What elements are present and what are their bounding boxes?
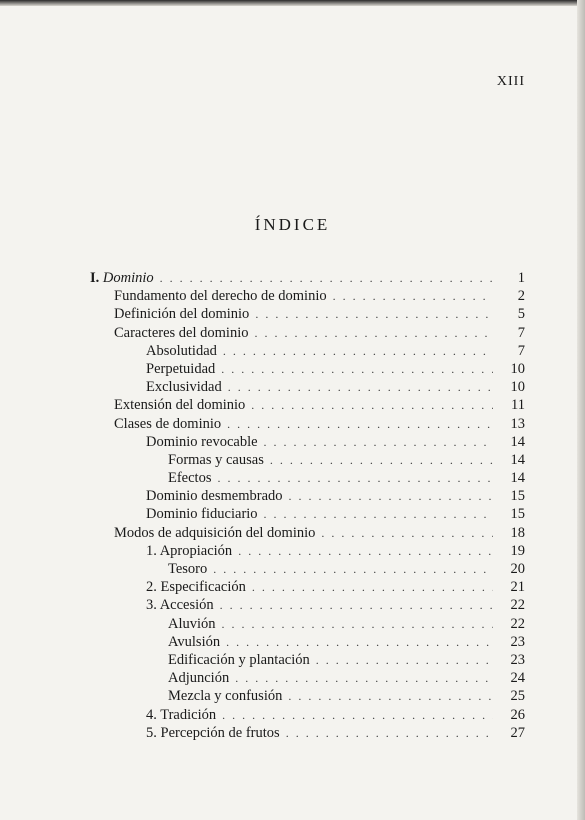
dot-leader — [217, 471, 493, 486]
dot-leader — [220, 598, 493, 613]
toc-entry-text: Adjunción — [168, 670, 230, 687]
toc-entry — [90, 325, 525, 343]
dot-leader — [252, 580, 493, 595]
toc-entry-label — [114, 288, 327, 305]
dot-leader — [222, 617, 493, 632]
dot-leader — [226, 635, 493, 650]
toc-entry — [90, 343, 525, 361]
toc-entry-text: Mezcla y confusión — [168, 688, 283, 705]
toc-entry-label — [114, 325, 248, 342]
toc-entry-text: Dominio revocable — [146, 433, 258, 450]
toc-entry-text: 3. Accesión — [146, 597, 214, 614]
toc-entry-label — [168, 670, 229, 687]
toc-entry-text: Clases de dominio — [114, 415, 222, 432]
toc-entry — [90, 688, 525, 706]
toc-entry-text: Definición del dominio — [114, 306, 250, 323]
toc-entry-text: 4. Tradición — [146, 706, 217, 723]
toc-entry — [90, 707, 525, 725]
toc-entry-page: 15 — [510, 506, 525, 523]
toc-entry-page: 21 — [510, 579, 525, 596]
toc-entry-page: 20 — [510, 561, 525, 577]
toc-entry-label — [168, 688, 282, 705]
toc-entry-label — [146, 488, 283, 505]
toc-entry-label — [168, 452, 264, 469]
toc-entry-label — [168, 616, 216, 633]
toc-entry-text: Dominio — [102, 270, 154, 286]
dot-leader — [160, 271, 493, 286]
toc-entry-text: 2. Especificación — [146, 579, 246, 596]
toc-entry-label — [168, 634, 220, 651]
toc-entry-label — [146, 597, 214, 614]
dot-leader — [254, 326, 493, 341]
toc-entry — [90, 579, 525, 597]
toc-entry-text: Modos de adquisición del dominio — [114, 524, 316, 541]
toc-entry-label — [146, 707, 216, 724]
toc-entry-label — [114, 397, 245, 414]
toc-entry — [90, 506, 525, 524]
toc-entry-page: 22 — [510, 615, 525, 632]
toc-entry-text: Extensión del dominio — [114, 397, 246, 414]
toc-entry-label — [114, 525, 315, 542]
toc-entry-text: Dominio fiduciario — [146, 506, 258, 523]
toc-entry — [90, 470, 525, 488]
dot-leader — [223, 344, 493, 359]
toc-entry — [90, 416, 525, 434]
toc-entry — [90, 379, 525, 397]
toc-entry-page: 11 — [511, 397, 525, 414]
toc-entry-page: 23 — [510, 651, 525, 668]
dot-leader — [288, 689, 493, 704]
toc-entry-page: 1 — [517, 270, 525, 286]
toc-entry-label — [146, 343, 217, 360]
toc-entry-page: 14 — [510, 433, 525, 450]
dot-leader — [264, 435, 493, 450]
toc-entry-page: 14 — [510, 451, 525, 468]
toc-entry — [90, 616, 525, 634]
toc-entry-text: Caracteres del dominio — [114, 324, 249, 341]
toc-entry — [90, 543, 525, 561]
toc-entry-text: Formas y causas — [168, 451, 264, 468]
toc-entry-text: Absolutidad — [146, 342, 217, 359]
toc-entry — [90, 670, 525, 688]
toc-entry-label — [114, 416, 221, 433]
toc-entry-text: Exclusividad — [146, 379, 222, 396]
toc-entry-text: Tesoro — [168, 561, 208, 577]
toc-entry-page: 7 — [517, 342, 525, 359]
toc-entry — [90, 434, 525, 452]
toc-entry-label — [146, 579, 246, 596]
toc-entry-page: 26 — [510, 706, 525, 723]
toc-entry — [90, 652, 525, 670]
dot-leader — [286, 726, 493, 741]
dot-leader — [228, 380, 493, 395]
toc-entry-label — [146, 379, 222, 396]
toc-entry-text: Aluvión — [168, 615, 216, 632]
table-of-contents — [90, 270, 525, 743]
toc-entry-page: 15 — [510, 488, 525, 505]
page-edge-top — [0, 0, 585, 6]
dot-leader — [264, 507, 493, 522]
toc-entry-page: 2 — [517, 288, 525, 305]
toc-entry — [90, 270, 525, 288]
toc-entry-label — [146, 434, 258, 451]
dot-leader — [235, 671, 493, 686]
toc-entry-label — [168, 652, 310, 669]
toc-entry-page: 23 — [510, 633, 525, 650]
dot-leader — [333, 289, 493, 304]
toc-entry-text: 1. Apropiación — [146, 542, 233, 559]
toc-entry — [90, 306, 525, 324]
dot-leader — [238, 544, 493, 559]
toc-entry-label — [90, 270, 154, 287]
toc-entry-text: Avulsión — [168, 633, 221, 650]
toc-entry-page: 18 — [510, 524, 525, 541]
toc-entry-text: Perpetuidad — [146, 360, 216, 377]
dot-leader — [251, 398, 493, 413]
toc-entry-text: Efectos — [168, 470, 212, 487]
toc-entry-number: I. — [90, 270, 100, 286]
toc-entry — [90, 634, 525, 652]
toc-entry — [90, 361, 525, 379]
toc-entry-page: 19 — [510, 542, 525, 559]
toc-entry-text: Dominio desmembrado — [146, 488, 283, 505]
toc-entry-page: 10 — [510, 360, 525, 377]
toc-entry-page: 27 — [510, 724, 525, 741]
dot-leader — [289, 489, 493, 504]
dot-leader — [227, 417, 493, 432]
toc-entry — [90, 288, 525, 306]
toc-entry-label — [168, 561, 207, 578]
dot-leader — [213, 562, 493, 577]
toc-entry-label — [146, 506, 258, 523]
toc-entry — [90, 525, 525, 543]
dot-leader — [321, 526, 493, 541]
page-number: XIII — [496, 74, 525, 89]
toc-entry — [90, 725, 525, 743]
dot-leader — [316, 653, 493, 668]
toc-entry-page: 22 — [510, 597, 525, 614]
page-edge-right — [577, 0, 585, 820]
toc-entry — [90, 488, 525, 506]
toc-entry-text: Fundamento del derecho de dominio — [114, 288, 327, 305]
toc-entry-label — [114, 306, 249, 323]
toc-entry-page: 24 — [510, 670, 525, 687]
dot-leader — [270, 453, 493, 468]
toc-entry-label — [146, 543, 232, 560]
toc-entry-page: 14 — [510, 470, 525, 487]
toc-entry-page: 25 — [510, 688, 525, 705]
dot-leader — [255, 307, 493, 322]
toc-entry-text: 5. Percepción de frutos — [146, 724, 280, 741]
toc-entry-page: 5 — [517, 306, 525, 323]
toc-entry-page: 7 — [517, 324, 525, 341]
toc-entry-page: 10 — [510, 379, 525, 396]
toc-entry-label — [146, 361, 215, 378]
dot-leader — [222, 708, 493, 723]
page-title: ÍNDICE — [254, 215, 331, 234]
toc-entry — [90, 597, 525, 615]
toc-entry-label — [146, 725, 280, 742]
toc-entry-text: Edificación y plantación — [168, 651, 310, 668]
dot-leader — [221, 362, 493, 377]
toc-entry — [90, 397, 525, 415]
toc-entry-label — [168, 470, 211, 487]
toc-entry-page: 13 — [510, 415, 525, 432]
toc-entry — [90, 452, 525, 470]
toc-entry — [90, 561, 525, 579]
